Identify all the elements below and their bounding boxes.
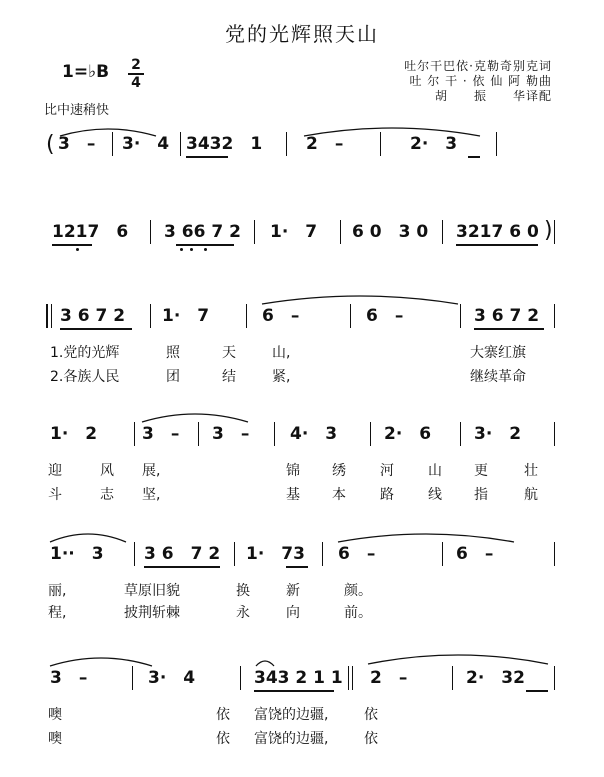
lyric-v2: 紧, [272, 369, 291, 385]
lyric-v2: 前。 [344, 605, 372, 621]
barline [254, 220, 255, 244]
lyric-v1: 锦 [286, 463, 300, 479]
measure-3-4: 6 – [366, 306, 404, 326]
lyric-v2: 指 [474, 487, 488, 503]
lyric-v1: 河 [380, 463, 394, 479]
tempo-marking: 比中速稍快 [44, 103, 110, 118]
lyric-v1: 壮 [524, 463, 538, 479]
barline [554, 666, 555, 690]
slur [140, 412, 250, 424]
key-signature: 1=♭B [62, 62, 110, 82]
lyric-v2: 航 [524, 487, 538, 503]
lyric-v2: 依 [216, 731, 230, 747]
lyric-v2: 斗 [48, 487, 62, 503]
beam-underline [474, 328, 544, 330]
lyric-v1: 丽, [48, 583, 67, 599]
measure-2-5: 3217 6 0 [456, 222, 539, 242]
repeat-open-paren: ( [46, 132, 55, 157]
barline [134, 542, 135, 566]
lyric-v1: 草原旧貌 [124, 583, 180, 599]
lyric-v2: 富饶的边疆, [254, 731, 329, 747]
lyric-v1: 山, [272, 345, 291, 361]
lyric-v1: 天 [222, 345, 236, 361]
lyric-v1: 风 [100, 463, 114, 479]
barline [554, 220, 555, 244]
score-row-4 [40, 416, 560, 503]
time-numerator: 2 [131, 57, 141, 73]
barline [246, 304, 247, 328]
beam-underline [52, 244, 92, 246]
barline [340, 220, 341, 244]
lyric-v1: 照 [166, 345, 180, 361]
barline [150, 304, 151, 328]
barline [322, 542, 323, 566]
beam-underline [286, 566, 308, 568]
measure-2-1: 1217 6 [52, 222, 129, 242]
barline [150, 220, 151, 244]
low-octave-dot [204, 248, 207, 251]
barline [460, 304, 461, 328]
lyric-v1: 依 [216, 707, 230, 723]
beam-underline [456, 244, 538, 246]
lyric-v1: 展, [142, 463, 161, 479]
repeat-start-barline-thin [51, 304, 52, 328]
lyric-v2: 继续革命 [470, 369, 526, 385]
measure-6-1: 3 – [50, 668, 88, 688]
lyric-v1: 山 [428, 463, 442, 479]
lyric-v2: 永 [236, 605, 250, 621]
slur [58, 126, 158, 138]
lyric-v2: 2.各族人民 [50, 369, 120, 385]
score-row-2 [40, 214, 560, 254]
lyric-v1: 绣 [332, 463, 346, 479]
slur [48, 532, 128, 544]
measure-5-5: 6 – [456, 544, 494, 564]
measure-2-3: 1· 7 [270, 222, 318, 242]
barline [234, 542, 235, 566]
beam-underline [254, 690, 334, 692]
time-denominator: 4 [131, 75, 141, 91]
barline [554, 542, 555, 566]
slur [260, 294, 460, 306]
beam-underline [60, 328, 132, 330]
measure-4-5: 2· 6 [384, 424, 432, 444]
measure-6-2: 3· 4 [148, 668, 196, 688]
score-row-6 [40, 660, 560, 746]
measure-1-2: 3· 4 [122, 134, 170, 154]
measure-1-1: 3 – [58, 134, 96, 154]
lyric-v2: 团 [166, 369, 180, 385]
lyric-v1: 颜。 [344, 583, 372, 599]
slur [336, 532, 516, 544]
measure-4-3: 3 – [212, 424, 250, 444]
lyric-v2: 结 [222, 369, 236, 385]
measure-1-3: 3432 1 [186, 134, 263, 154]
barline [554, 422, 555, 446]
measure-3-1: 3 6 7 2 [60, 306, 126, 326]
lyric-v1: 富饶的边疆, [254, 707, 329, 723]
barline [180, 132, 181, 156]
beam-underline [526, 690, 548, 692]
lyric-v1: 更 [474, 463, 488, 479]
measure-3-2: 1· 7 [162, 306, 210, 326]
lyric-v2: 坚, [142, 487, 161, 503]
score-row-1 [40, 126, 560, 166]
lyric-v1: 噢 [48, 707, 62, 723]
repeat-start-barline [46, 304, 48, 328]
measure-6-5: 2· 32 [466, 668, 525, 688]
lyric-v1: 1.党的光辉 [50, 345, 120, 361]
song-title: 党的光辉照天山 [225, 22, 379, 46]
lyricist-credit: 吐尔干巴依·克勒奇别克词 [404, 59, 552, 73]
beam-underline [468, 156, 480, 158]
measure-5-4: 6 – [338, 544, 376, 564]
low-octave-dot [190, 248, 193, 251]
score-row-3 [40, 298, 560, 385]
lyric-v2: 线 [428, 487, 442, 503]
lyric-v1: 依 [364, 707, 378, 723]
measure-3-3: 6 – [262, 306, 300, 326]
barline [452, 666, 453, 690]
beam-underline [144, 566, 220, 568]
slur [302, 126, 482, 138]
barline [554, 304, 555, 328]
barline [442, 542, 443, 566]
measure-3-5: 3 6 7 2 [474, 306, 540, 326]
barline [286, 132, 287, 156]
measure-2-4: 6 0 3 0 [352, 222, 429, 242]
measure-4-2: 3 – [142, 424, 180, 444]
measure-5-2: 3 6 7 2 [144, 544, 221, 564]
barline [274, 422, 275, 446]
barline [198, 422, 199, 446]
slur [48, 656, 154, 668]
lyric-v2: 志 [100, 487, 114, 503]
lyric-v2: 程, [48, 605, 67, 621]
barline [348, 666, 349, 690]
beam-underline [186, 156, 228, 158]
barline [442, 220, 443, 244]
measure-4-6: 3· 2 [474, 424, 522, 444]
barline [460, 422, 461, 446]
score-row-5 [40, 536, 560, 621]
lyric-v2: 路 [380, 487, 394, 503]
lyric-v1: 新 [286, 583, 300, 599]
lyric-v2: 向 [286, 605, 300, 621]
lyric-v2: 本 [332, 487, 346, 503]
measure-6-3: 343 2 1 1 [254, 668, 343, 688]
lyric-v1: 换 [236, 583, 250, 599]
measure-4-4: 4· 3 [290, 424, 338, 444]
barline [134, 422, 135, 446]
lyric-v2: 基 [286, 487, 300, 503]
time-signature [128, 58, 144, 90]
low-octave-dot [180, 248, 183, 251]
lyric-v2: 依 [364, 731, 378, 747]
lyric-v1: 大寨红旗 [470, 345, 526, 361]
barline [352, 666, 353, 690]
beam-underline [176, 244, 234, 246]
barline [350, 304, 351, 328]
translator-credit: 胡 振 华译配 [434, 89, 552, 103]
measure-6-4: 2 – [370, 668, 408, 688]
low-octave-dot [76, 248, 79, 251]
measure-5-1: 1·· 3 [50, 544, 104, 564]
measure-2-2: 3 66 7 2 [164, 222, 241, 242]
lyric-v2: 披荆斩棘 [124, 605, 180, 621]
measure-4-1: 1· 2 [50, 424, 98, 444]
measure-1-4: 2 – [306, 134, 344, 154]
lyric-v2: 噢 [48, 731, 62, 747]
slur [366, 652, 550, 666]
barline [240, 666, 241, 690]
measure-1-5: 2· 3 [410, 134, 458, 154]
barline [496, 132, 497, 156]
repeat-close-paren: ) [544, 218, 553, 243]
slur [254, 656, 276, 668]
composer-credit: 吐 尔 干 · 依 仙 阿 勒曲 [409, 74, 552, 88]
lyric-v1: 迎 [48, 463, 62, 479]
barline [370, 422, 371, 446]
measure-5-3: 1· 73 [246, 544, 305, 564]
barline [132, 666, 133, 690]
